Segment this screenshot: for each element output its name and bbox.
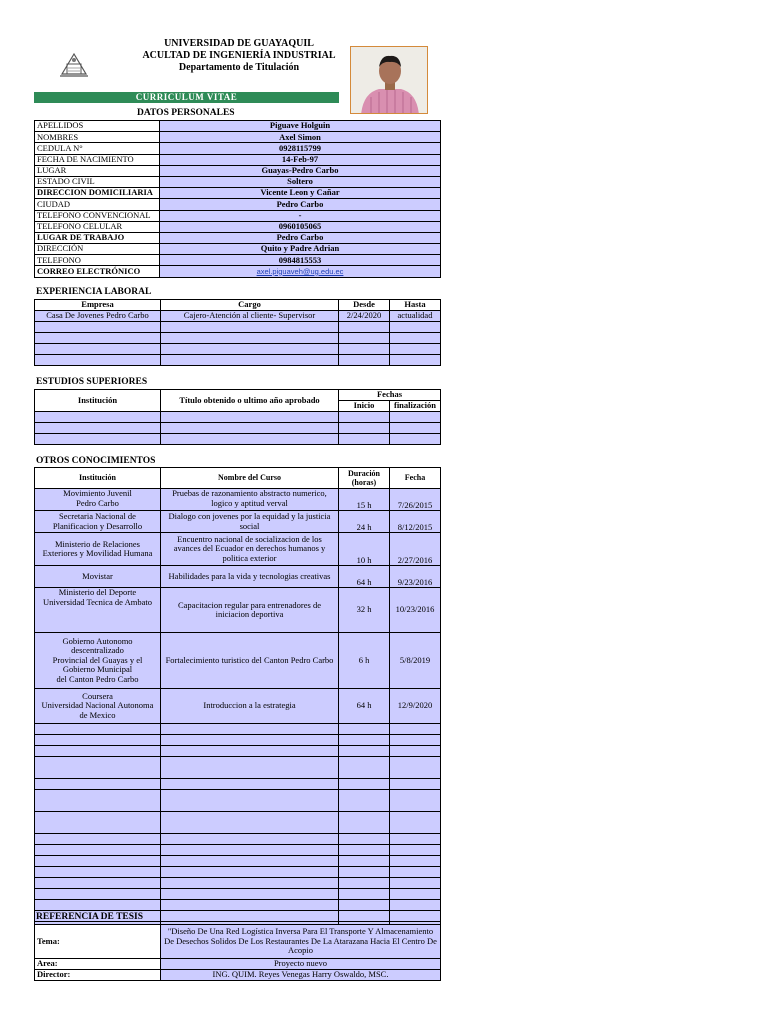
personal-row: [35, 232, 441, 243]
university-seal-icon: [48, 48, 100, 82]
table-cell: [390, 790, 441, 812]
thesis-title: REFERENCIA DE TESIS: [36, 912, 144, 922]
thesis-row: [35, 925, 441, 959]
studies-table: [34, 389, 441, 445]
table-cell: [35, 746, 161, 757]
table-cell: [161, 355, 339, 366]
personal-data-title: DATOS PERSONALES: [137, 108, 235, 118]
personal-row: [35, 154, 441, 165]
table-row: [35, 423, 441, 434]
studies-title: ESTUDIOS SUPERIORES: [36, 377, 148, 387]
experience-header: Desde: [339, 300, 390, 311]
personal-label: LUGAR: [35, 165, 160, 176]
table-cell: [161, 779, 339, 790]
profile-photo: [350, 46, 428, 114]
table-cell: [161, 867, 339, 878]
personal-value: Guayas-Pedro Carbo: [160, 165, 441, 176]
experience-title: EXPERIENCIA LABORAL: [36, 287, 152, 297]
table-cell: Encuentro nacional de socializacion de los avances del Ecuador en derechos humanos y politica exterior: [161, 533, 339, 566]
table-cell: 64 h: [339, 566, 390, 588]
thesis-row: [35, 959, 441, 970]
thesis-table: [34, 924, 441, 981]
table-cell: Casa De Jovenes Pedro Carbo: [35, 311, 161, 322]
table-cell: [35, 724, 161, 735]
table-cell: [161, 845, 339, 856]
table-cell: [35, 333, 161, 344]
table-row: [35, 746, 441, 757]
table-cell: [390, 911, 441, 922]
table-cell: [161, 790, 339, 812]
table-cell: [339, 889, 390, 900]
table-cell: 12/9/2020: [390, 689, 441, 724]
personal-value: 0960105065: [160, 221, 441, 232]
table-row: [35, 790, 441, 812]
table-cell: [161, 878, 339, 889]
table-cell: 9/23/2016: [390, 566, 441, 588]
table-row: [35, 588, 441, 633]
personal-row: [35, 266, 441, 277]
table-row: [35, 900, 441, 911]
table-cell: 24 h: [339, 511, 390, 533]
table-cell: [339, 779, 390, 790]
table-cell: [339, 867, 390, 878]
thesis-label: Area:: [35, 959, 161, 970]
table-cell: Movimiento Juvenil Pedro Carbo: [35, 489, 161, 511]
studies-header-degree: Título obtenido o ultimo año aprobado: [161, 390, 339, 412]
personal-label: DIRECCIÓN: [35, 244, 160, 255]
table-cell: [390, 344, 441, 355]
experience-header: Empresa: [35, 300, 161, 311]
person-photo-icon: [351, 47, 428, 114]
personal-row: [35, 199, 441, 210]
table-cell: [35, 779, 161, 790]
table-cell: 10 h: [339, 533, 390, 566]
table-cell: 10/23/2016: [390, 588, 441, 633]
thesis-value: "Diseño De Una Red Logística Inversa Para El Transporte Y Almacenamiento De Desechos Solidos De Los Restaurantes De La Atarazana Hacia El Centro De Acopio: [161, 925, 441, 959]
table-cell: [161, 724, 339, 735]
table-cell: [161, 911, 339, 922]
personal-label: CORREO ELECTRÓNICO: [35, 266, 160, 277]
thesis-label: Tema:: [35, 925, 161, 959]
table-cell: [339, 355, 390, 366]
table-cell: [161, 333, 339, 344]
table-cell: [35, 878, 161, 889]
table-cell: [161, 344, 339, 355]
table-cell: [35, 845, 161, 856]
table-cell: [35, 867, 161, 878]
table-row: [35, 889, 441, 900]
personal-label: CIUDAD: [35, 199, 160, 210]
table-cell: Cajero-Atención al cliente- Supervisor: [161, 311, 339, 322]
table-cell: 2/27/2016: [390, 533, 441, 566]
table-cell: actualidad: [390, 311, 441, 322]
personal-value: Pedro Carbo: [160, 199, 441, 210]
table-cell: [339, 735, 390, 746]
experience-header: Hasta: [390, 300, 441, 311]
table-cell: Ministerio del Deporte Universidad Tecnica de Ambato: [35, 588, 161, 633]
table-cell: [35, 735, 161, 746]
table-row: [35, 689, 441, 724]
personal-value: 0984815553: [160, 255, 441, 266]
table-cell: [339, 856, 390, 867]
thesis-row: [35, 970, 441, 981]
personal-value: Soltero: [160, 176, 441, 187]
personal-row: [35, 188, 441, 199]
personal-row: [35, 132, 441, 143]
personal-value: -: [160, 210, 441, 221]
table-cell: 8/12/2015: [390, 511, 441, 533]
table-row: [35, 434, 441, 445]
personal-label: ESTADO CIVIL: [35, 176, 160, 187]
personal-row: [35, 255, 441, 266]
table-cell: 2/24/2020: [339, 311, 390, 322]
table-row: [35, 856, 441, 867]
thesis-label: Director:: [35, 970, 161, 981]
table-cell: [35, 812, 161, 834]
table-cell: [390, 355, 441, 366]
table-row: [35, 333, 441, 344]
personal-label: CEDULA N°: [35, 143, 160, 154]
table-cell: [390, 867, 441, 878]
table-cell: [339, 900, 390, 911]
personal-label: NOMBRES: [35, 132, 160, 143]
personal-data-table: [34, 120, 441, 278]
cv-title-bar: CURRICULUM VITAE: [34, 92, 339, 103]
table-row: [35, 489, 441, 511]
table-row: [35, 355, 441, 366]
table-cell: 7/26/2015: [390, 489, 441, 511]
studies-header-dates: Fechas: [339, 390, 441, 401]
table-cell: [390, 812, 441, 834]
table-cell: [339, 322, 390, 333]
table-cell: [339, 878, 390, 889]
table-cell: [35, 322, 161, 333]
studies-header-start: Inicio: [339, 401, 390, 412]
table-cell: [339, 333, 390, 344]
table-row: [35, 757, 441, 779]
table-row: [35, 412, 441, 423]
personal-value: 14-Feb-97: [160, 154, 441, 165]
table-cell: [339, 812, 390, 834]
personal-value: Vicente Leon y Cañar: [160, 188, 441, 199]
personal-label: TELEFONO CONVENCIONAL: [35, 210, 160, 221]
table-cell: [339, 845, 390, 856]
table-cell: Gobierno Autonomo descentralizado Provincial del Guayas y el Gobierno Municipal del Canton Pedro Carbo: [35, 633, 161, 689]
table-cell: [161, 856, 339, 867]
personal-row: [35, 221, 441, 232]
table-cell: Capacitacion regular para entrenadores de iniciacion deportiva: [161, 588, 339, 633]
table-cell: [390, 845, 441, 856]
table-row: [35, 779, 441, 790]
table-cell: [339, 746, 390, 757]
table-cell: [35, 856, 161, 867]
personal-label: FECHA DE NACIMIENTO: [35, 154, 160, 165]
university-name: UNIVERSIDAD DE GUAYAQUIL: [164, 38, 314, 49]
table-cell: [390, 856, 441, 867]
table-cell: [390, 333, 441, 344]
table-cell: [161, 900, 339, 911]
table-row: [35, 533, 441, 566]
table-cell: 15 h: [339, 489, 390, 511]
faculty-name: ACULTAD DE INGENIERÍA INDUSTRIAL: [142, 50, 336, 61]
table-cell: [390, 322, 441, 333]
personal-row: [35, 210, 441, 221]
table-cell: [35, 900, 161, 911]
table-cell: [390, 735, 441, 746]
table-row: [35, 834, 441, 845]
studies-header-end: finalización: [390, 401, 441, 412]
table-row: [35, 311, 441, 322]
table-cell: [339, 344, 390, 355]
personal-label: TELEFONO CELULAR: [35, 221, 160, 232]
thesis-value: Proyecto nuevo: [161, 959, 441, 970]
table-cell: [390, 900, 441, 911]
other-knowledge-table: [34, 467, 441, 944]
email-link[interactable]: axel.piguaveh@ug.edu.ec: [256, 266, 344, 276]
table-row: [35, 845, 441, 856]
table-cell: [390, 746, 441, 757]
table-cell: [390, 724, 441, 735]
table-cell: 6 h: [339, 633, 390, 689]
personal-label: TELEFONO: [35, 255, 160, 266]
table-cell: [390, 834, 441, 845]
personal-value: [160, 266, 441, 277]
table-cell: Introduccion a la estrategia: [161, 689, 339, 724]
table-cell: [161, 834, 339, 845]
table-cell: 5/8/2019: [390, 633, 441, 689]
table-row: [35, 867, 441, 878]
table-cell: [161, 889, 339, 900]
personal-value: 0928115799: [160, 143, 441, 154]
experience-header: Cargo: [161, 300, 339, 311]
studies-header-institution: Institución: [35, 390, 161, 412]
table-cell: [35, 834, 161, 845]
table-cell: [339, 757, 390, 779]
table-cell: [35, 344, 161, 355]
table-cell: [35, 355, 161, 366]
personal-label: DIRECCION DOMICILIARIA: [35, 188, 160, 199]
other-knowledge-title: OTROS CONOCIMIENTOS: [36, 456, 156, 466]
table-cell: [161, 812, 339, 834]
table-cell: [390, 889, 441, 900]
table-cell: [35, 757, 161, 779]
table-cell: Coursera Universidad Nacional Autonoma de Mexico: [35, 689, 161, 724]
personal-label: LUGAR DE TRABAJO: [35, 232, 160, 243]
table-cell: [339, 911, 390, 922]
table-cell: 64 h: [339, 689, 390, 724]
table-cell: [339, 834, 390, 845]
other-header: Duración (horas): [339, 468, 390, 489]
personal-value: Quito y Padre Adrian: [160, 244, 441, 255]
table-cell: [339, 724, 390, 735]
personal-row: [35, 244, 441, 255]
table-cell: Pruebas de razonamiento abstracto numerico, logico y aptitud verval: [161, 489, 339, 511]
personal-row: [35, 165, 441, 176]
table-cell: [339, 790, 390, 812]
thesis-value: ING. QUIM. Reyes Venegas Harry Oswaldo, MSC.: [161, 970, 441, 981]
personal-row: [35, 143, 441, 154]
table-row: [35, 878, 441, 889]
table-row: [35, 633, 441, 689]
personal-value: Axel Simon: [160, 132, 441, 143]
table-row: [35, 735, 441, 746]
table-cell: Fortalecimiento turistico del Canton Pedro Carbo: [161, 633, 339, 689]
personal-label: APELLIDOS: [35, 121, 160, 132]
table-cell: [161, 757, 339, 779]
personal-row: [35, 121, 441, 132]
table-row: [35, 566, 441, 588]
table-row: [35, 812, 441, 834]
table-cell: [161, 735, 339, 746]
table-cell: Secretaria Nacional de Planificacion y Desarrollo: [35, 511, 161, 533]
other-header: Nombre del Curso: [161, 468, 339, 489]
table-row: [35, 511, 441, 533]
experience-table: [34, 299, 441, 366]
header-text: [94, 38, 384, 74]
table-cell: Habilidades para la vida y tecnologias creativas: [161, 566, 339, 588]
table-cell: [161, 746, 339, 757]
table-cell: Movistar: [35, 566, 161, 588]
table-cell: [35, 889, 161, 900]
table-cell: 32 h: [339, 588, 390, 633]
other-header: Institución: [35, 468, 161, 489]
personal-value: Pedro Carbo: [160, 232, 441, 243]
other-header: Fecha: [390, 468, 441, 489]
table-cell: [161, 322, 339, 333]
personal-value: Piguave Holguin: [160, 121, 441, 132]
table-cell: [35, 790, 161, 812]
table-cell: [390, 757, 441, 779]
table-cell: Ministerio de Relaciones Exteriores y Movilidad Humana: [35, 533, 161, 566]
department-name: Departamento de Titulación: [178, 62, 300, 73]
table-row: [35, 344, 441, 355]
table-cell: [390, 779, 441, 790]
personal-row: [35, 176, 441, 187]
table-row: [35, 724, 441, 735]
table-cell: Dialogo con jovenes por la equidad y la justicia social: [161, 511, 339, 533]
table-row: [35, 322, 441, 333]
table-cell: [390, 878, 441, 889]
